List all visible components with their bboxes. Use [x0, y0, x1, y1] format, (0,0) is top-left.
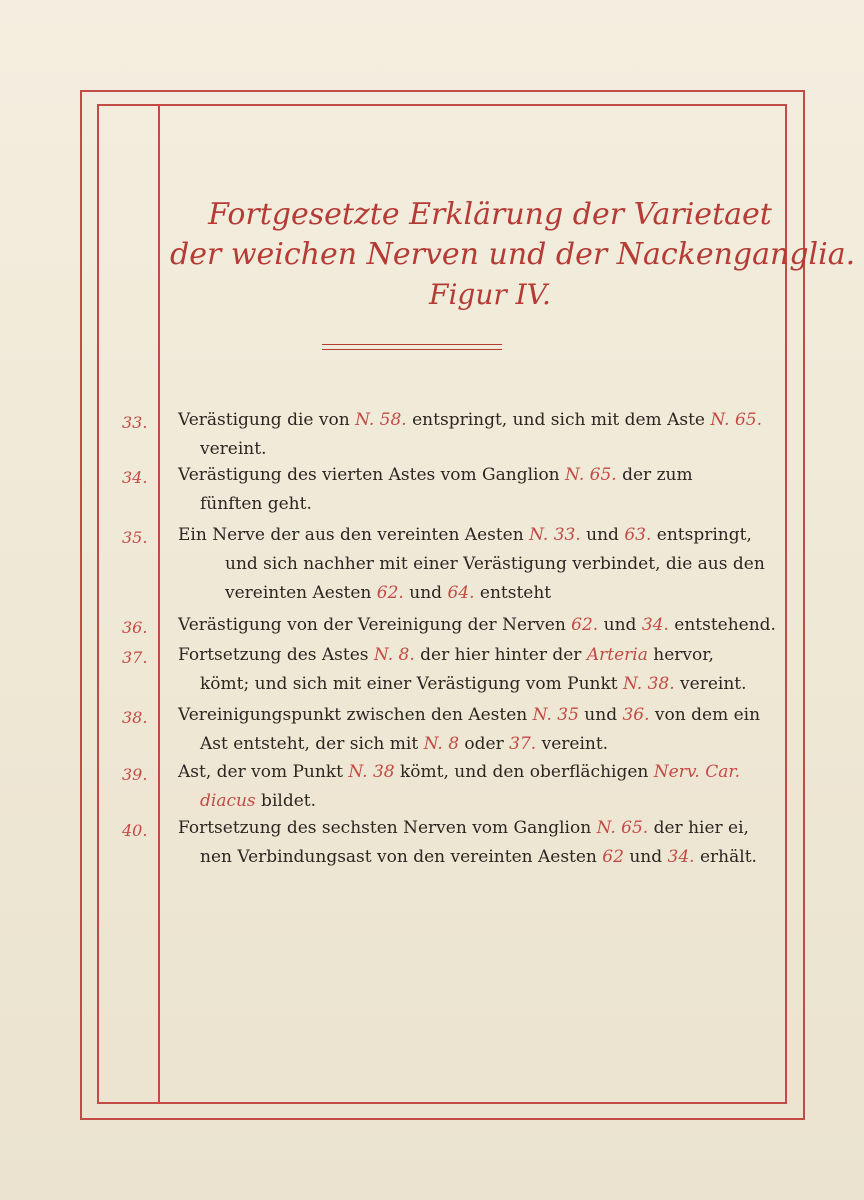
entry-reference: 36.: [622, 705, 650, 725]
entry-line: [178, 705, 760, 725]
entry-reference: N. 58.: [355, 410, 407, 430]
entry-reference: Nerv. Car.: [653, 762, 741, 782]
entry-line: [178, 615, 776, 635]
entry-text: Ast, der vom Punkt: [178, 762, 349, 782]
entry-number: 36.: [122, 618, 148, 637]
entry-reference: N. 33.: [529, 525, 581, 545]
entry-text: und: [580, 525, 625, 545]
entry-text: entspringt,: [651, 525, 752, 545]
figure-label: Figur IV.: [429, 278, 551, 311]
entry-reference: 64.: [447, 583, 475, 603]
page-title: [170, 195, 856, 315]
entry-line: [200, 791, 316, 811]
entry-reference: N. 38: [348, 762, 395, 782]
entry-line: [225, 554, 765, 574]
entry-number: 40.: [122, 821, 148, 840]
entry-line: [200, 674, 747, 694]
entry-text: kömt; und sich mit einer Verästigung vom Punkt: [200, 674, 623, 694]
entry-text: und: [578, 705, 623, 725]
entry-text: Vereinigungspunkt zwischen den Aesten: [178, 705, 533, 725]
entry-text: entsteht: [474, 583, 552, 603]
entry-text: kömt, und den oberflächigen: [394, 762, 654, 782]
entry-line: [200, 847, 757, 867]
entry-text: nen Verbindungsast von den vereinten Aesten: [200, 847, 603, 867]
entry-reference: N. 38.: [623, 674, 675, 694]
entry-text: vereint.: [536, 734, 609, 754]
entry-reference: 63.: [624, 525, 652, 545]
entry-text: und sich nachher mit einer Verästigung verbindet, die aus den: [225, 554, 765, 574]
entry-reference: Arteria: [586, 645, 648, 665]
title-line-2: der weichen Nerven und der Nackenganglia.: [170, 237, 856, 272]
entry-text: entspringt, und sich mit dem Aste: [406, 410, 711, 430]
entry-reference: 62: [602, 847, 624, 867]
entry-text: hervor,: [647, 645, 714, 665]
entry-number: 38.: [122, 708, 148, 727]
entry-line: [178, 818, 749, 838]
entry-reference: N. 65.: [596, 818, 649, 838]
entry-line: [178, 525, 752, 545]
title-line-1: Fortgesetzte Erklärung der Varietaet: [208, 197, 772, 232]
entry-text: von dem ein: [649, 705, 761, 725]
entry-text: vereinten Aesten: [225, 583, 377, 603]
entry-text: bildet.: [255, 791, 316, 811]
entry-line: [225, 583, 551, 603]
entry-reference: N. 35: [532, 705, 579, 725]
entry-number: 33.: [122, 413, 148, 432]
entry-text: erhält.: [694, 847, 757, 867]
entry-text: der hier hinter der: [414, 645, 587, 665]
entry-text: und: [623, 847, 668, 867]
entry-text: vereint.: [200, 439, 267, 459]
entry-line: [200, 439, 266, 459]
entry-text: Fortsetzung des sechsten Nerven vom Ganglion: [178, 818, 597, 838]
entry-reference: 62.: [376, 583, 404, 603]
entry-line: [178, 465, 693, 485]
margin-rule: [158, 104, 160, 1104]
entry-text: Verästigung von der Vereinigung der Nerven: [178, 615, 572, 635]
entry-line: [178, 762, 740, 782]
entry-text: vereint.: [674, 674, 747, 694]
entry-text: Verästigung des vierten Astes vom Ganglion: [178, 465, 566, 485]
entry-reference: 34.: [641, 615, 669, 635]
title-divider: [322, 344, 502, 350]
entry-reference: N. 65.: [565, 465, 617, 485]
entry-reference: 34.: [667, 847, 695, 867]
entry-text: der zum: [616, 465, 693, 485]
entry-text: oder: [459, 734, 510, 754]
entry-reference: diacus: [200, 791, 256, 811]
entry-reference: N. 8.: [373, 645, 415, 665]
entry-number: 39.: [122, 765, 148, 784]
entry-number: 34.: [122, 468, 148, 487]
entry-text: Verästigung die von: [178, 410, 356, 430]
entry-text: und: [403, 583, 448, 603]
entry-text: Ein Nerve der aus den vereinten Aesten: [178, 525, 530, 545]
entry-text: der hier ei,: [648, 818, 749, 838]
entry-text: fünften geht.: [200, 494, 312, 514]
entry-line: [200, 734, 608, 754]
entry-text: entstehend.: [668, 615, 776, 635]
entry-reference: N. 8: [423, 734, 460, 754]
entry-number: 37.: [122, 648, 148, 667]
entry-number: 35.: [122, 528, 148, 547]
entry-reference: N. 65.: [710, 410, 763, 430]
entry-line: [178, 645, 714, 665]
entry-text: Ast entsteht, der sich mit: [200, 734, 424, 754]
entry-text: Fortsetzung des Astes: [178, 645, 374, 665]
entry-line: [178, 410, 762, 430]
entry-line: [200, 494, 312, 514]
entry-text: und: [598, 615, 642, 635]
entry-reference: 37.: [509, 734, 537, 754]
entry-reference: 62.: [571, 615, 599, 635]
